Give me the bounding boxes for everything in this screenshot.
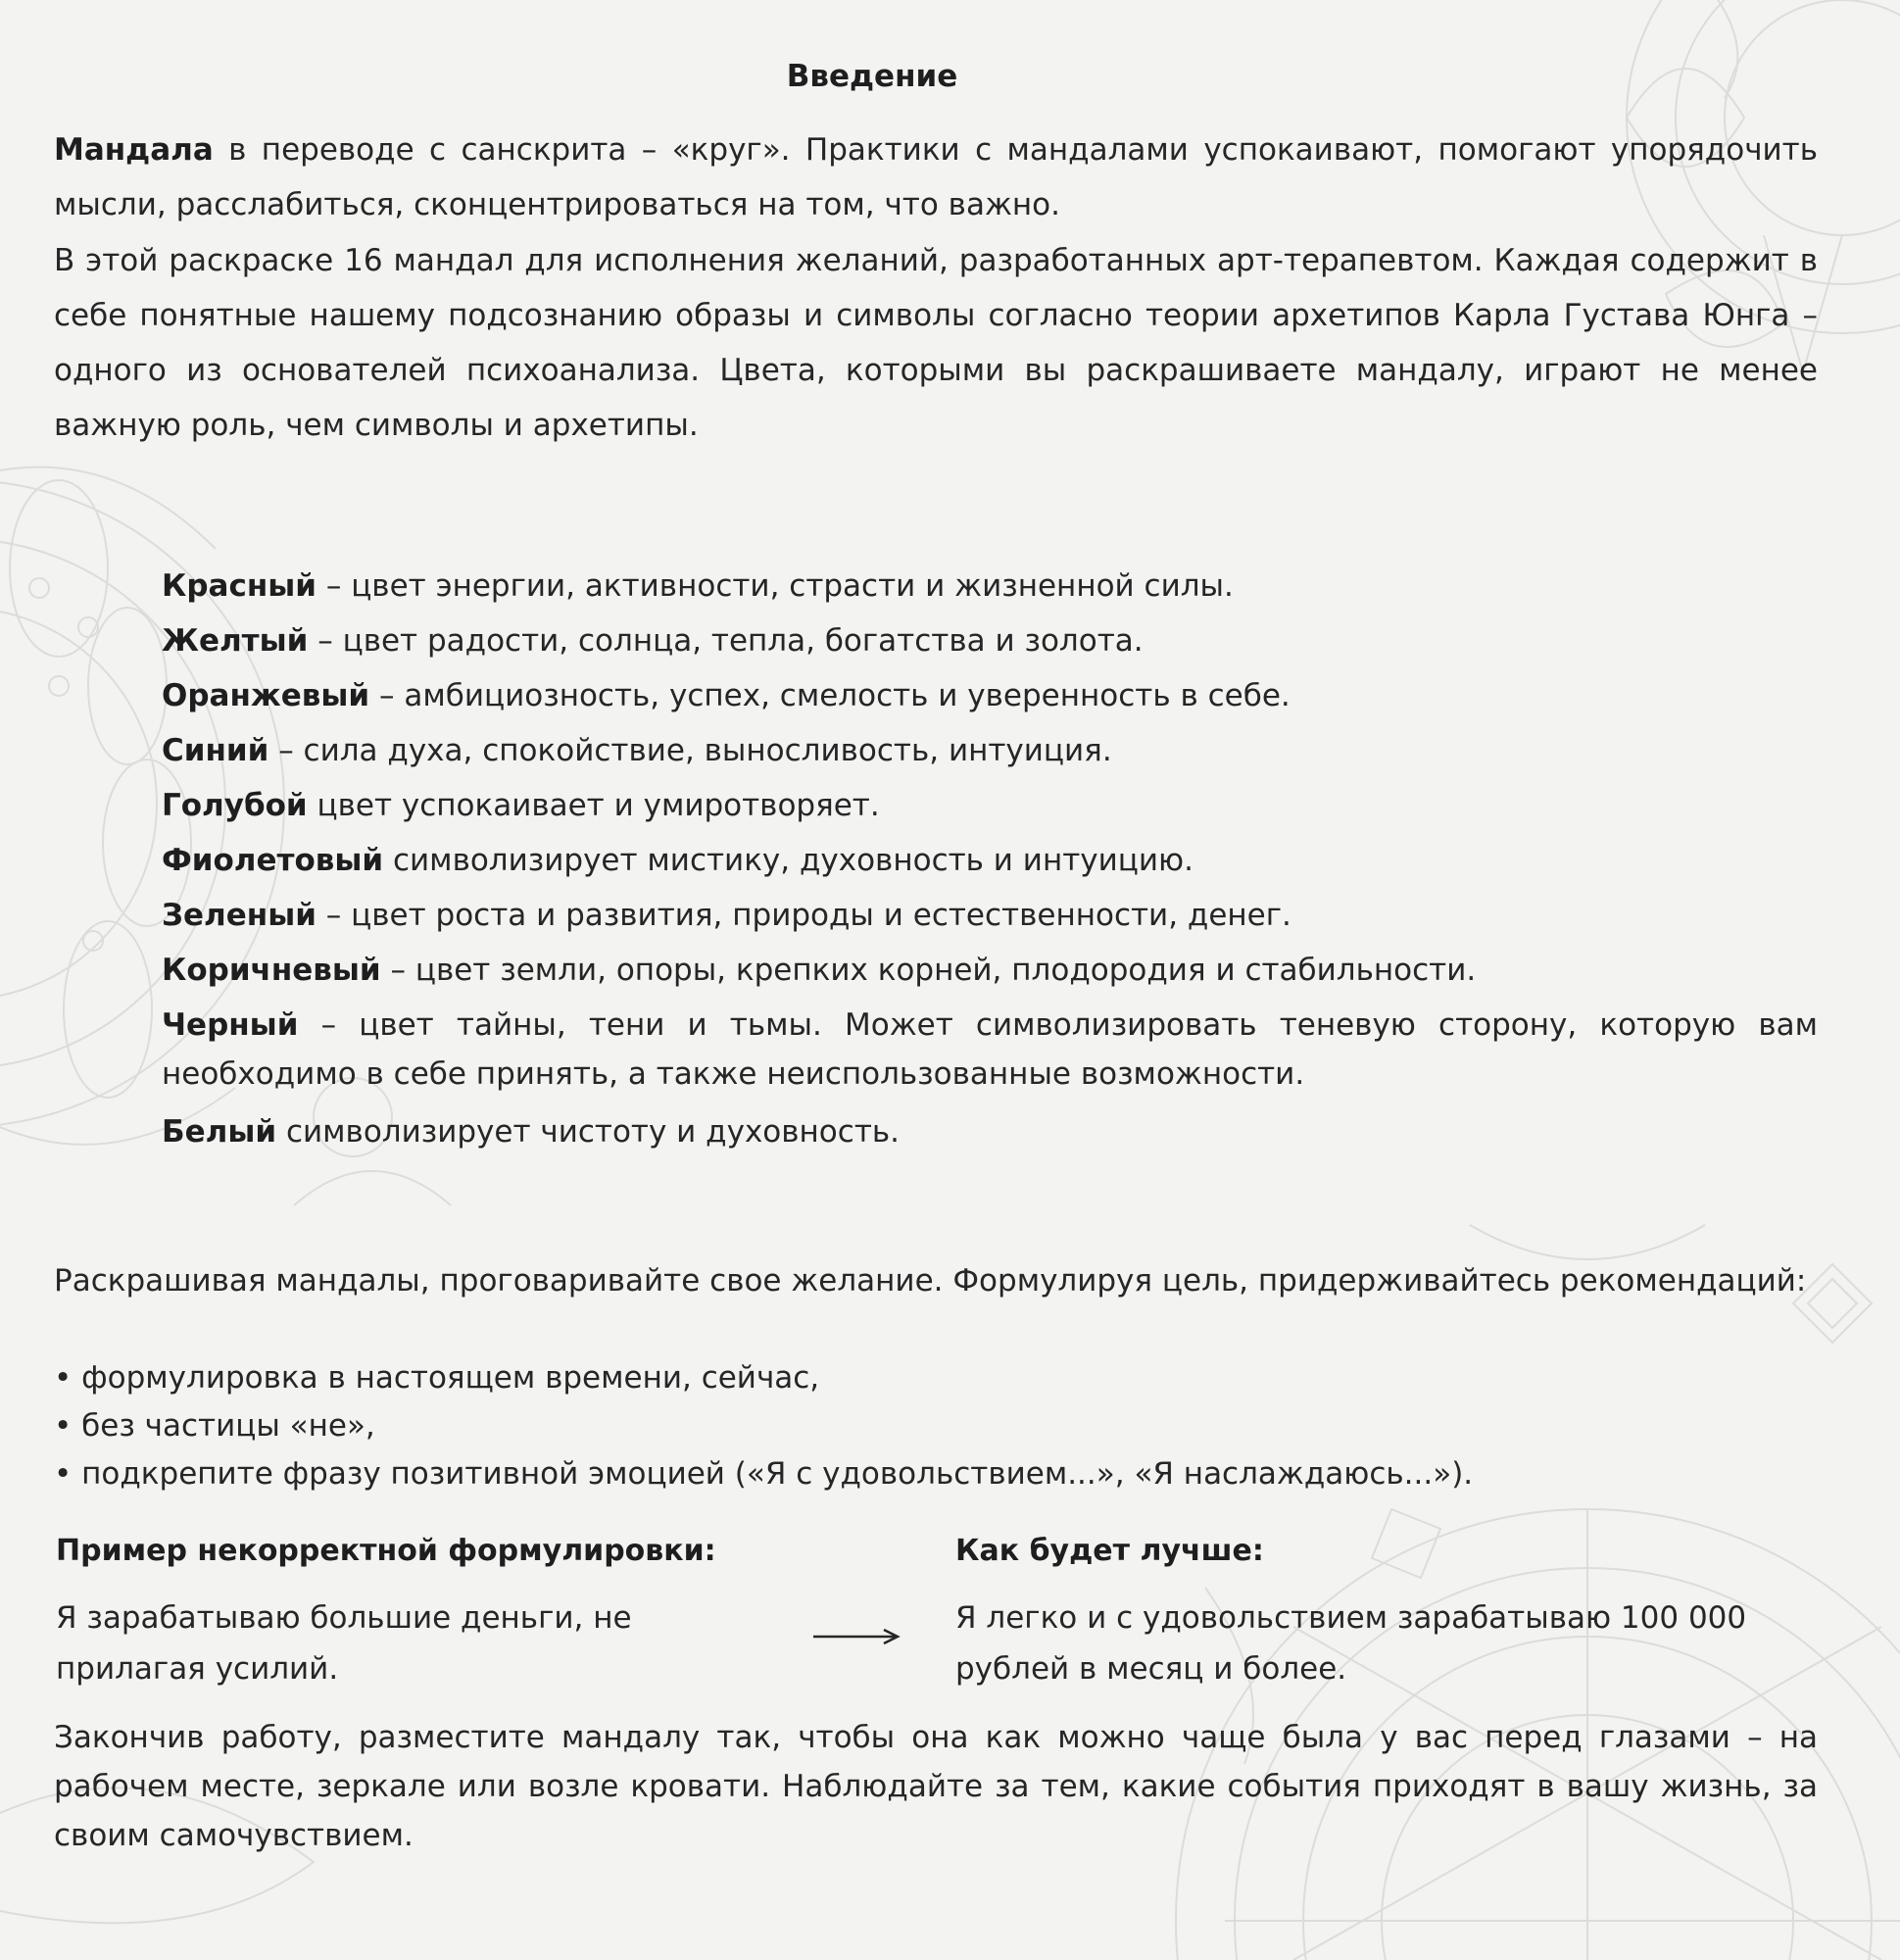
color-name: Коричневый — [162, 953, 381, 988]
color-item-green — [162, 888, 1818, 943]
color-desc: – цвет роста и развития, природы и естественности, денег. — [316, 898, 1291, 933]
color-meanings-list — [162, 559, 1818, 1159]
recommendations-paragraph: Раскрашивая мандалы, проговаривайте свое желание. Формулируя цель, придерживайтесь рекомендаций: — [54, 1263, 1807, 1298]
recommendations-list — [54, 1354, 1473, 1498]
color-name: Черный — [162, 1007, 299, 1043]
color-name: Синий — [162, 733, 269, 768]
color-desc: – сила духа, спокойствие, выносливость, интуиция. — [268, 733, 1112, 768]
color-desc: символизирует чистоту и духовность. — [276, 1114, 901, 1150]
color-desc: символизирует мистику, духовность и интуицию. — [383, 843, 1194, 878]
color-item-white — [162, 1104, 1818, 1159]
closing-paragraph: Закончив работу, разместите мандалу так, чтобы она как можно чаще была у вас перед глазами – на рабочем месте, зеркале или возле кровати. Наблюдайте за тем, какие события приходят в вашу жизнь, за своим самочувствием. — [54, 1720, 1818, 1853]
bad-example-text: Я зарабатываю большие деньги, не прилагая усилий. — [56, 1600, 632, 1687]
list-item: • подкрепите фразу позитивной эмоцией («Я с удовольствием...», «Я наслаждаюсь...»). — [54, 1456, 1474, 1492]
color-item-red — [162, 559, 1818, 613]
color-item-blue — [162, 723, 1818, 778]
description-paragraph: В этой раскраске 16 мандал для исполнения желаний, разработанных арт-терапевтом. Каждая содержит в себе понятные нашему подсознанию образы и символы согласно теории архетипов Карла Густава Юнга – одного из основателей психоанализа. Цвета, которыми вы раскрашиваете мандалу, играют не менее важную роль, чем символы и архетипы. — [54, 243, 1818, 443]
color-name: Фиолетовый — [162, 843, 384, 878]
color-name: Белый — [162, 1114, 277, 1150]
list-item: • без частицы «не», — [54, 1408, 375, 1444]
color-desc: цвет успокаивает и умиротворяет. — [307, 788, 880, 823]
color-desc: – цвет радости, солнца, тепла, богатства и золота. — [308, 623, 1144, 659]
color-name: Зеленый — [162, 898, 317, 933]
color-name: Оранжевый — [162, 678, 370, 713]
color-desc: – цвет энергии, активности, страсти и жизненной силы. — [317, 568, 1234, 604]
color-item-violet — [162, 833, 1818, 888]
intro-text: в переводе с санскрита – «круг». Практики с мандалами успокаивают, помогают упорядочить мысли, расслабиться, сконцентрироваться на том, что важно. — [54, 132, 1818, 222]
list-item: • формулировка в настоящем времени, сейчас, — [54, 1360, 820, 1396]
color-item-brown — [162, 943, 1818, 998]
color-desc: – цвет тайны, тени и тьмы. Может символизировать теневую сторону, которую вам необходимо в себе принять, а также неиспользованные возможности. — [162, 1007, 1818, 1092]
color-item-orange — [162, 668, 1818, 723]
good-example-text: Я легко и с удовольствием зарабатываю 100 000 рублей в месяц и более. — [955, 1600, 1747, 1687]
bad-example-heading: Пример некорректной формулировки: — [56, 1534, 716, 1568]
intro-term: Мандала — [54, 132, 214, 168]
color-desc: – цвет земли, опоры, крепких корней, плодородия и стабильности. — [380, 953, 1477, 988]
color-name: Голубой — [162, 788, 308, 823]
color-name: Желтый — [162, 623, 309, 659]
good-example-heading: Как будет лучше: — [955, 1534, 1264, 1568]
color-desc: – амбициозность, успех, смелость и уверенность в себе. — [369, 678, 1291, 713]
color-item-light-blue — [162, 778, 1818, 833]
color-item-black — [162, 1001, 1818, 1099]
color-name: Красный — [162, 568, 317, 604]
page-title: Введение — [786, 59, 958, 94]
arrow-right-icon — [813, 1627, 901, 1646]
color-item-yellow — [162, 613, 1818, 668]
intro-paragraph — [54, 122, 1818, 232]
